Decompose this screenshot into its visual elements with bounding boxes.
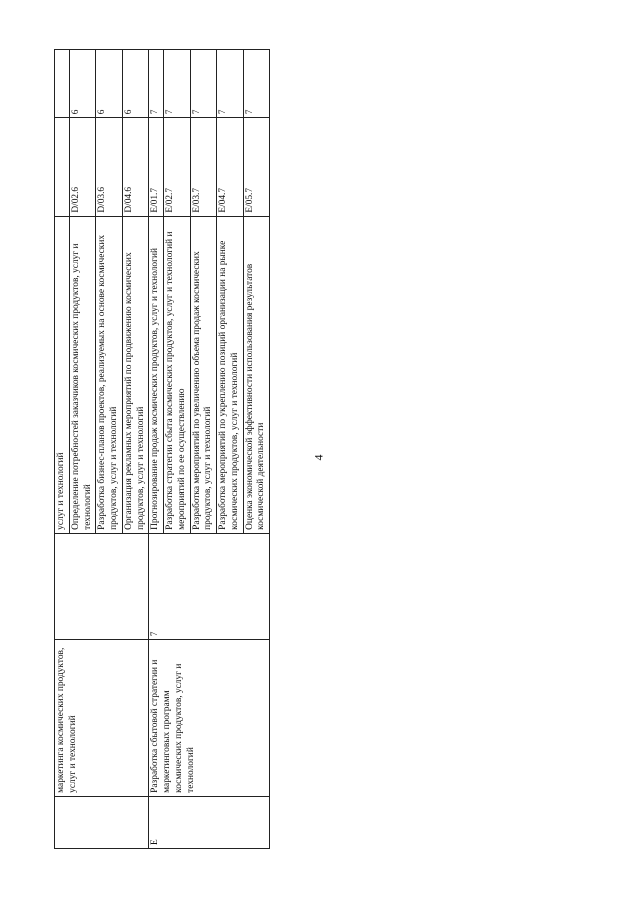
- function-code: E/05.7: [243, 118, 270, 216]
- function-code: [55, 118, 70, 216]
- function-level: 7: [243, 50, 270, 118]
- function-code: D/04.6: [122, 118, 149, 216]
- function-code: E/01.7: [149, 118, 164, 216]
- group-name-cell: маркетинга космических продуктов, услуг и технологий: [55, 640, 149, 797]
- function-text: Разработка бизнес-планов проектов, реализуемых на основе космических продуктов, услуг и технологий: [96, 216, 123, 533]
- function-text: Разработка мероприятий по укреплению позиций организации на рынке космических продуктов, услуг и технологий: [217, 216, 244, 533]
- table-row: [55, 50, 70, 849]
- function-text: услуг и технологий: [55, 216, 70, 533]
- function-level: 7: [217, 50, 244, 118]
- function-code: E/04.7: [217, 118, 244, 216]
- functions-table-rotated: [54, 49, 326, 849]
- function-level: [55, 50, 70, 118]
- function-text: Определение потребностей заказчиков космических продуктов, услуг и технологий: [69, 216, 96, 533]
- group-code-cell: [55, 796, 149, 848]
- function-code: D/02.6: [69, 118, 96, 216]
- function-text: Организация рекламных мероприятий по продвижению космических продуктов, услуг и технологий: [122, 216, 149, 533]
- table-row: [149, 50, 164, 849]
- function-level: 7: [164, 50, 191, 118]
- function-text: Оценка экономической эффективности использования результатов космической деятельности: [243, 216, 270, 533]
- function-code: E/02.7: [164, 118, 191, 216]
- function-level: 6: [122, 50, 149, 118]
- function-level: 6: [96, 50, 123, 118]
- group-name-cell: Разработка сбытовой стратегии и маркетинговых программ космических продуктов, услуг и технологий: [149, 640, 270, 797]
- function-level: 7: [149, 50, 164, 118]
- group-level-cell: [55, 533, 149, 639]
- function-code: D/03.6: [96, 118, 123, 216]
- function-code: E/03.7: [190, 118, 217, 216]
- function-text: Прогнозирование продаж космических продуктов, услуг и технологий: [149, 216, 164, 533]
- function-text: Разработка мероприятий по увеличению объема продаж космических продуктов, услуг и технологий: [190, 216, 217, 533]
- group-level-cell: 7: [149, 533, 270, 639]
- functions-table: [54, 49, 270, 849]
- function-text: Разработка стратегии сбыта космических продуктов, услуг и технологий и мероприятий по ее осуществлению: [164, 216, 191, 533]
- function-level: 7: [190, 50, 217, 118]
- page-number: 4: [311, 454, 326, 461]
- group-code-cell: Е: [149, 796, 270, 848]
- function-level: 6: [69, 50, 96, 118]
